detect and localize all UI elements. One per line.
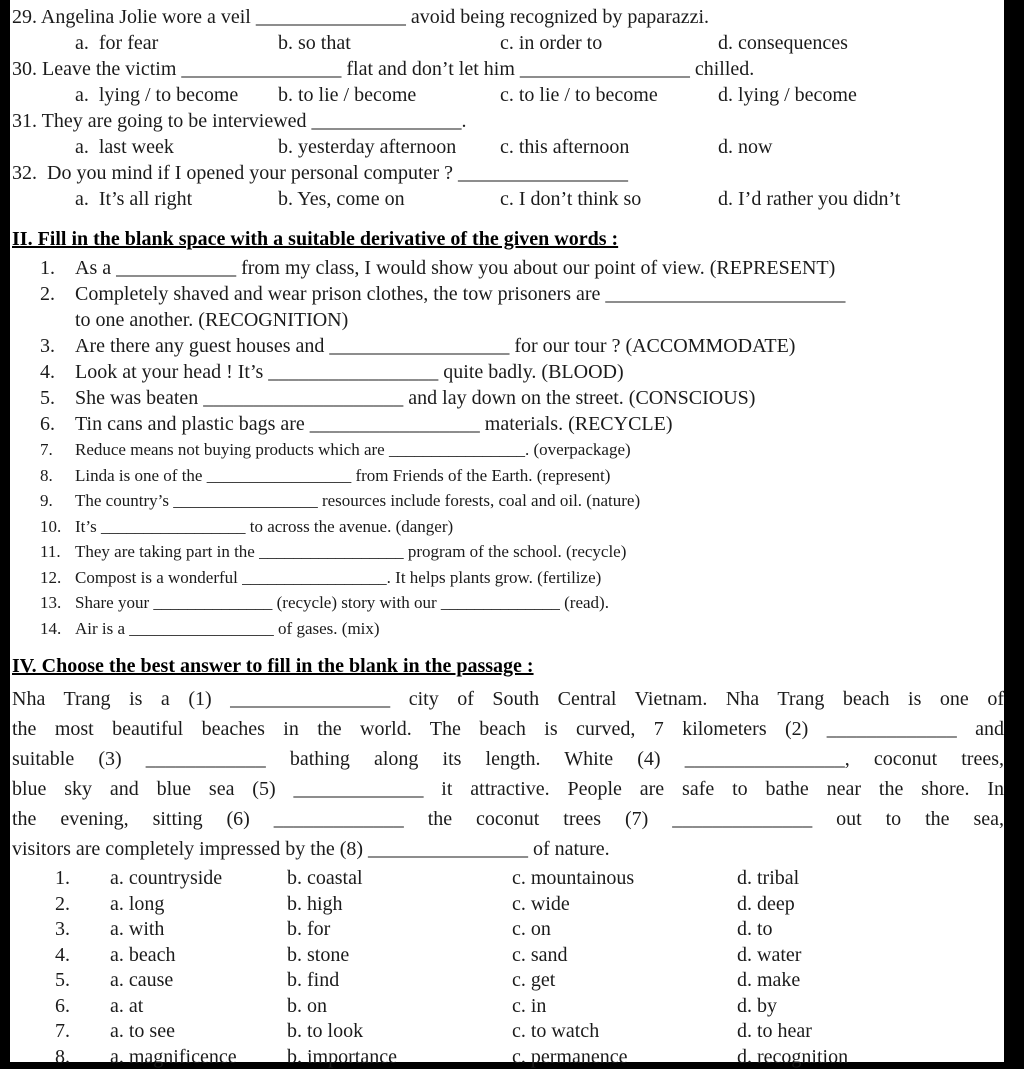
option-30-d: d. lying / become xyxy=(718,82,1004,108)
item-number: 8. xyxy=(40,463,75,489)
option-d: d. by xyxy=(737,994,1004,1020)
option-32-a: a. It’s all right xyxy=(75,186,278,212)
item-number: 4. xyxy=(40,359,75,385)
item-text: Look at your head ! It’s _________________ quite badly. (BLOOD) xyxy=(75,359,1004,385)
option-c: c. get xyxy=(512,968,737,994)
row-number: 6. xyxy=(55,994,110,1020)
item-5 xyxy=(12,385,1004,411)
item-text: They are taking part in the _________________ program of the school. (recycle) xyxy=(75,539,1004,565)
option-d: d. deep xyxy=(737,892,1004,918)
option-32-c: c. I don’t think so xyxy=(500,186,718,212)
option-31-a: a. last week xyxy=(75,134,278,160)
item-text: Tin cans and plastic bags are _________________ materials. (RECYCLE) xyxy=(75,411,1004,437)
option-32-b: b. Yes, come on xyxy=(278,186,500,212)
option-a: a. at xyxy=(110,994,287,1020)
question-31-options xyxy=(12,134,1004,160)
option-b: b. coastal xyxy=(287,866,512,892)
question-32: 32. Do you mind if I opened your personal computer ? _________________ xyxy=(12,160,1004,186)
option-d: d. recognition xyxy=(737,1045,1004,1070)
option-c: c. wide xyxy=(512,892,737,918)
item-text: Compost is a wonderful _________________. It helps plants grow. (fertilize) xyxy=(75,565,1004,591)
question-29-options xyxy=(12,30,1004,56)
passage-line-2: the most beautiful beaches in the world. The beach is curved, 7 kilometers (2) _____________ and xyxy=(12,714,1004,744)
item-text: It’s _________________ to across the avenue. (danger) xyxy=(75,514,1004,540)
passage-option-row-5 xyxy=(12,968,1004,994)
option-29-d: d. consequences xyxy=(718,30,1004,56)
option-d: d. tribal xyxy=(737,866,1004,892)
item-number: 9. xyxy=(40,488,75,514)
option-a: a. magnificence xyxy=(110,1045,287,1070)
option-b: b. high xyxy=(287,892,512,918)
option-b: b. on xyxy=(287,994,512,1020)
item-6 xyxy=(12,411,1004,437)
passage-option-row-2 xyxy=(12,892,1004,918)
option-30-c: c. to lie / to become xyxy=(500,82,718,108)
option-c: c. mountainous xyxy=(512,866,737,892)
option-c: c. permanence xyxy=(512,1045,737,1070)
item-number: 13. xyxy=(40,590,75,616)
passage-options xyxy=(12,866,1004,1070)
option-b: b. for xyxy=(287,917,512,943)
left-border-strip xyxy=(0,0,10,1069)
option-c: c. sand xyxy=(512,943,737,969)
right-border-strip xyxy=(1004,0,1024,1069)
question-30-options xyxy=(12,82,1004,108)
row-number: 5. xyxy=(55,968,110,994)
option-31-d: d. now xyxy=(718,134,1004,160)
option-29-a: a. for fear xyxy=(75,30,278,56)
row-number: 2. xyxy=(55,892,110,918)
option-29-b: b. so that xyxy=(278,30,500,56)
row-number: 7. xyxy=(55,1019,110,1045)
item-text: Linda is one of the _________________ from Friends of the Earth. (represent) xyxy=(75,463,1004,489)
item-number: 1. xyxy=(40,255,75,281)
item-10 xyxy=(12,514,1004,540)
item-text: Are there any guest houses and __________________ for our tour ? (ACCOMMODATE) xyxy=(75,333,1004,359)
passage-option-row-6 xyxy=(12,994,1004,1020)
passage-option-row-7 xyxy=(12,1019,1004,1045)
item-11 xyxy=(12,539,1004,565)
cloze-passage xyxy=(12,684,1004,864)
option-d: d. water xyxy=(737,943,1004,969)
option-a: a. long xyxy=(110,892,287,918)
item-4 xyxy=(12,359,1004,385)
option-29-c: c. in order to xyxy=(500,30,718,56)
row-number: 4. xyxy=(55,943,110,969)
item-number: 2. xyxy=(40,281,75,307)
section-derivatives xyxy=(12,255,1004,641)
item-2-continuation: to one another. (RECOGNITION) xyxy=(12,307,1004,333)
item-text: Completely shaved and wear prison clothes, the tow prisoners are ________________________ xyxy=(75,281,1004,307)
item-3 xyxy=(12,333,1004,359)
item-number: 7. xyxy=(40,437,75,463)
option-a: a. beach xyxy=(110,943,287,969)
item-12 xyxy=(12,565,1004,591)
passage-option-row-4 xyxy=(12,943,1004,969)
question-31: 31. They are going to be interviewed _______________. xyxy=(12,108,1004,134)
row-number: 8. xyxy=(55,1045,110,1070)
passage-line-3: suitable (3) ____________ bathing along its length. White (4) ________________, coconut trees, xyxy=(12,744,1004,774)
section-iv-heading: IV. Choose the best answer to fill in the blank in the passage : xyxy=(12,653,1004,680)
option-a: a. cause xyxy=(110,968,287,994)
item-number: 6. xyxy=(40,411,75,437)
passage-line-4: blue sky and blue sea (5) _____________ it attractive. People are safe to bathe near the shore. In xyxy=(12,774,1004,804)
item-text: The country’s _________________ resources include forests, coal and oil. (nature) xyxy=(75,488,1004,514)
option-b: b. importance xyxy=(287,1045,512,1070)
item-2 xyxy=(12,281,1004,307)
passage-line-6: visitors are completely impressed by the (8) ________________ of nature. xyxy=(12,834,1004,864)
option-c: c. to watch xyxy=(512,1019,737,1045)
option-b: b. stone xyxy=(287,943,512,969)
item-14 xyxy=(12,616,1004,642)
item-number: 12. xyxy=(40,565,75,591)
option-d: d. to hear xyxy=(737,1019,1004,1045)
option-32-d: d. I’d rather you didn’t xyxy=(718,186,1004,212)
passage-line-1: Nha Trang is a (1) ________________ city of South Central Vietnam. Nha Trang beach is one of xyxy=(12,684,1004,714)
item-number: 14. xyxy=(40,616,75,642)
option-31-b: b. yesterday afternoon xyxy=(278,134,500,160)
passage-option-row-1 xyxy=(12,866,1004,892)
item-text: Reduce means not buying products which are ________________. (overpackage) xyxy=(75,437,1004,463)
item-number: 5. xyxy=(40,385,75,411)
option-31-c: c. this afternoon xyxy=(500,134,718,160)
item-number: 3. xyxy=(40,333,75,359)
question-32-options xyxy=(12,186,1004,212)
option-d: d. to xyxy=(737,917,1004,943)
question-29: 29. Angelina Jolie wore a veil _______________ avoid being recognized by paparazzi. xyxy=(12,4,1004,30)
item-text: She was beaten ____________________ and lay down on the street. (CONSCIOUS) xyxy=(75,385,1004,411)
question-30: 30. Leave the victim ________________ flat and don’t let him _________________ chilled. xyxy=(12,56,1004,82)
passage-option-row-3 xyxy=(12,917,1004,943)
option-b: b. to look xyxy=(287,1019,512,1045)
item-7 xyxy=(12,437,1004,463)
worksheet-page xyxy=(12,0,1004,1070)
option-a: a. countryside xyxy=(110,866,287,892)
item-8 xyxy=(12,463,1004,489)
option-b: b. find xyxy=(287,968,512,994)
item-1 xyxy=(12,255,1004,281)
passage-option-row-8 xyxy=(12,1045,1004,1070)
option-a: a. with xyxy=(110,917,287,943)
item-number: 11. xyxy=(40,539,75,565)
item-number: 10. xyxy=(40,514,75,540)
item-text: Air is a _________________ of gases. (mix) xyxy=(75,616,1004,642)
option-c: c. in xyxy=(512,994,737,1020)
item-13 xyxy=(12,590,1004,616)
option-d: d. make xyxy=(737,968,1004,994)
option-c: c. on xyxy=(512,917,737,943)
option-30-b: b. to lie / become xyxy=(278,82,500,108)
row-number: 1. xyxy=(55,866,110,892)
item-9 xyxy=(12,488,1004,514)
option-30-a: a. lying / to become xyxy=(75,82,278,108)
section-mcq xyxy=(12,4,1004,212)
item-text: Share your ______________ (recycle) story with our ______________ (read). xyxy=(75,590,1004,616)
row-number: 3. xyxy=(55,917,110,943)
section-ii-heading: II. Fill in the blank space with a suitable derivative of the given words : xyxy=(12,226,1004,253)
passage-line-5: the evening, sitting (6) _____________ the coconut trees (7) ______________ out to the sea, xyxy=(12,804,1004,834)
item-text: As a ____________ from my class, I would show you about our point of view. (REPRESENT) xyxy=(75,255,1004,281)
option-a: a. to see xyxy=(110,1019,287,1045)
